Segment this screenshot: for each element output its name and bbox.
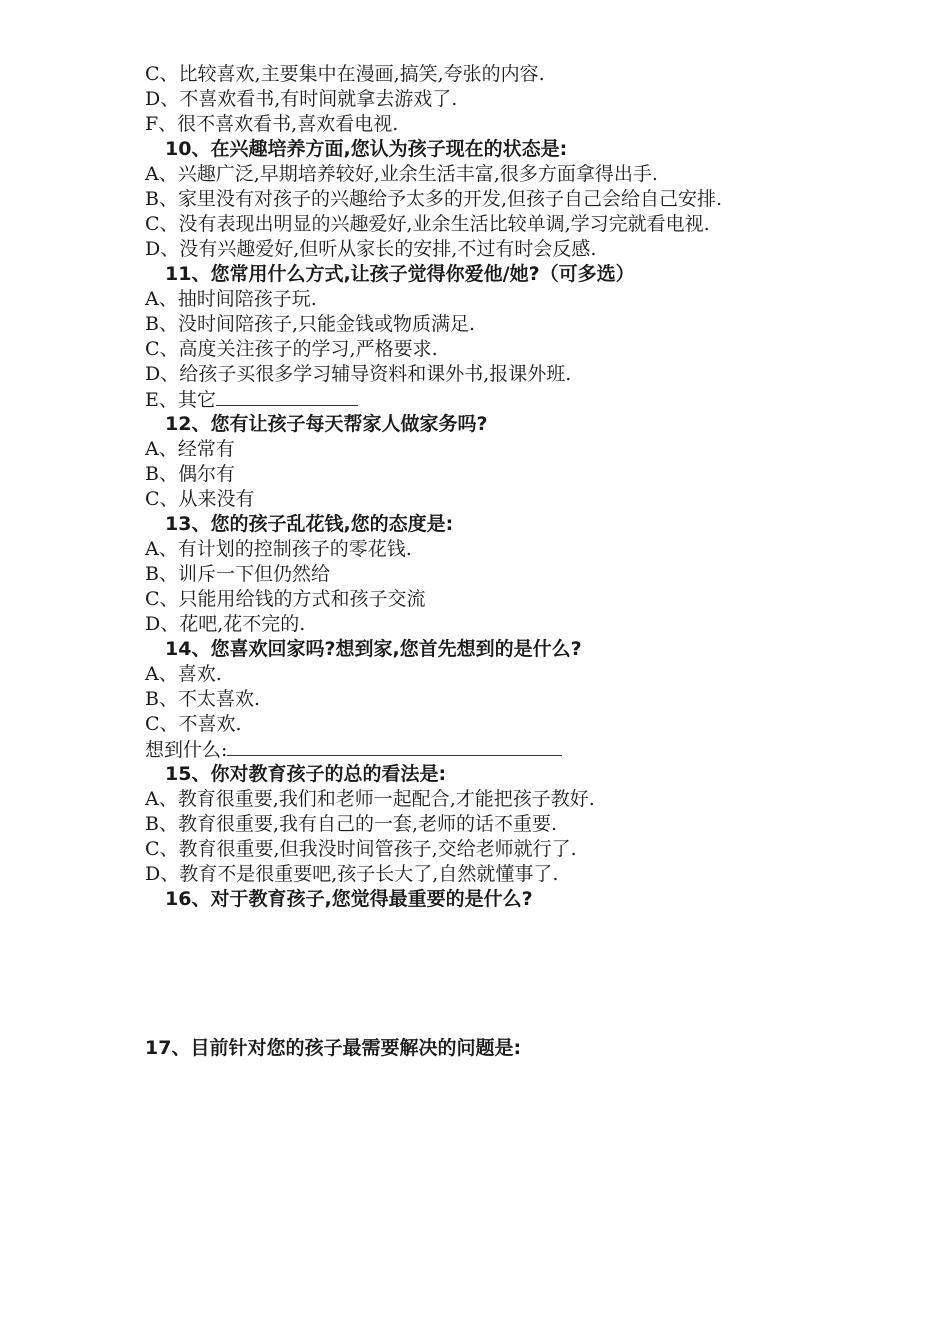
q11-option-e — [145, 387, 905, 413]
q14-title: 14、您喜欢回家吗?想到家,您首先想到的是什么? — [165, 638, 582, 660]
q14-think-blank[interactable] — [227, 737, 562, 756]
q15-option-b: B、教育很重要,我有自己的一套,老师的话不重要. — [145, 813, 558, 835]
q14-option-c: C、不喜欢. — [145, 713, 242, 735]
q12-title: 12、您有让孩子每天帮家人做家务吗? — [165, 413, 488, 435]
q9-option-f: F、很不喜欢看书,喜欢看电视. — [145, 113, 399, 135]
q10-option-b: B、家里没有对孩子的兴趣给予太多的开发,但孩子自己会给自己安排. — [145, 188, 723, 210]
q15-title: 15、你对教育孩子的总的看法是: — [165, 763, 447, 785]
q15-option-a: A、教育很重要,我们和老师一起配合,才能把孩子教好. — [145, 788, 595, 810]
q16-title: 16、对于教育孩子,您觉得最重要的是什么? — [165, 888, 533, 910]
q15-option-c: C、教育很重要,但我没时间管孩子,交给老师就行了. — [145, 838, 577, 860]
q10-option-d: D、没有兴趣爱好,但听从家长的安排,不过有时会反感. — [145, 238, 597, 260]
q11-other-blank[interactable] — [216, 387, 358, 406]
q15-option-d: D、教育不是很重要吧,孩子长大了,自然就懂事了. — [145, 863, 559, 885]
q11-option-e-label: E、其它 — [145, 389, 216, 411]
q11-option-a: A、抽时间陪孩子玩. — [145, 288, 317, 310]
q17-title: 17、目前针对您的孩子最需要解决的问题是: — [145, 1037, 522, 1059]
q14-think-label: 想到什么: — [145, 739, 228, 761]
q10-option-a: A、兴趣广泛,早期培养较好,业余生活丰富,很多方面拿得出手. — [145, 163, 658, 185]
q9-option-c: C、比较喜欢,主要集中在漫画,搞笑,夸张的内容. — [145, 63, 545, 85]
q13-title: 13、您的孩子乱花钱,您的态度是: — [165, 513, 454, 535]
q14-option-a: A、喜欢. — [145, 663, 222, 685]
q11-option-d: D、给孩子买很多学习辅导资料和课外书,报课外班. — [145, 363, 572, 385]
q13-option-a: A、有计划的控制孩子的零花钱. — [145, 538, 412, 560]
q14-option-b: B、不太喜欢. — [145, 688, 261, 710]
q14-think-row — [145, 737, 905, 763]
q12-option-b: B、偶尔有 — [145, 463, 235, 485]
q11-title: 11、您常用什么方式,让孩子觉得你爱他/她?（可多选） — [165, 263, 635, 285]
q11-option-b: B、没时间陪孩子,只能金钱或物质满足. — [145, 313, 476, 335]
q10-title: 10、在兴趣培养方面,您认为孩子现在的状态是: — [165, 138, 568, 160]
q10-option-c: C、没有表现出明显的兴趣爱好,业余生活比较单调,学习完就看电视. — [145, 213, 710, 235]
q12-option-a: A、经常有 — [145, 438, 235, 460]
q11-option-c: C、高度关注孩子的学习,严格要求. — [145, 338, 438, 360]
q9-option-d: D、不喜欢看书,有时间就拿去游戏了. — [145, 88, 458, 110]
q13-option-d: D、花吧,花不完的. — [145, 613, 306, 635]
q12-option-c: C、从来没有 — [145, 488, 255, 510]
q13-option-b: B、训斥一下但仍然给 — [145, 563, 330, 585]
q13-option-c: C、只能用给钱的方式和孩子交流 — [145, 588, 426, 610]
